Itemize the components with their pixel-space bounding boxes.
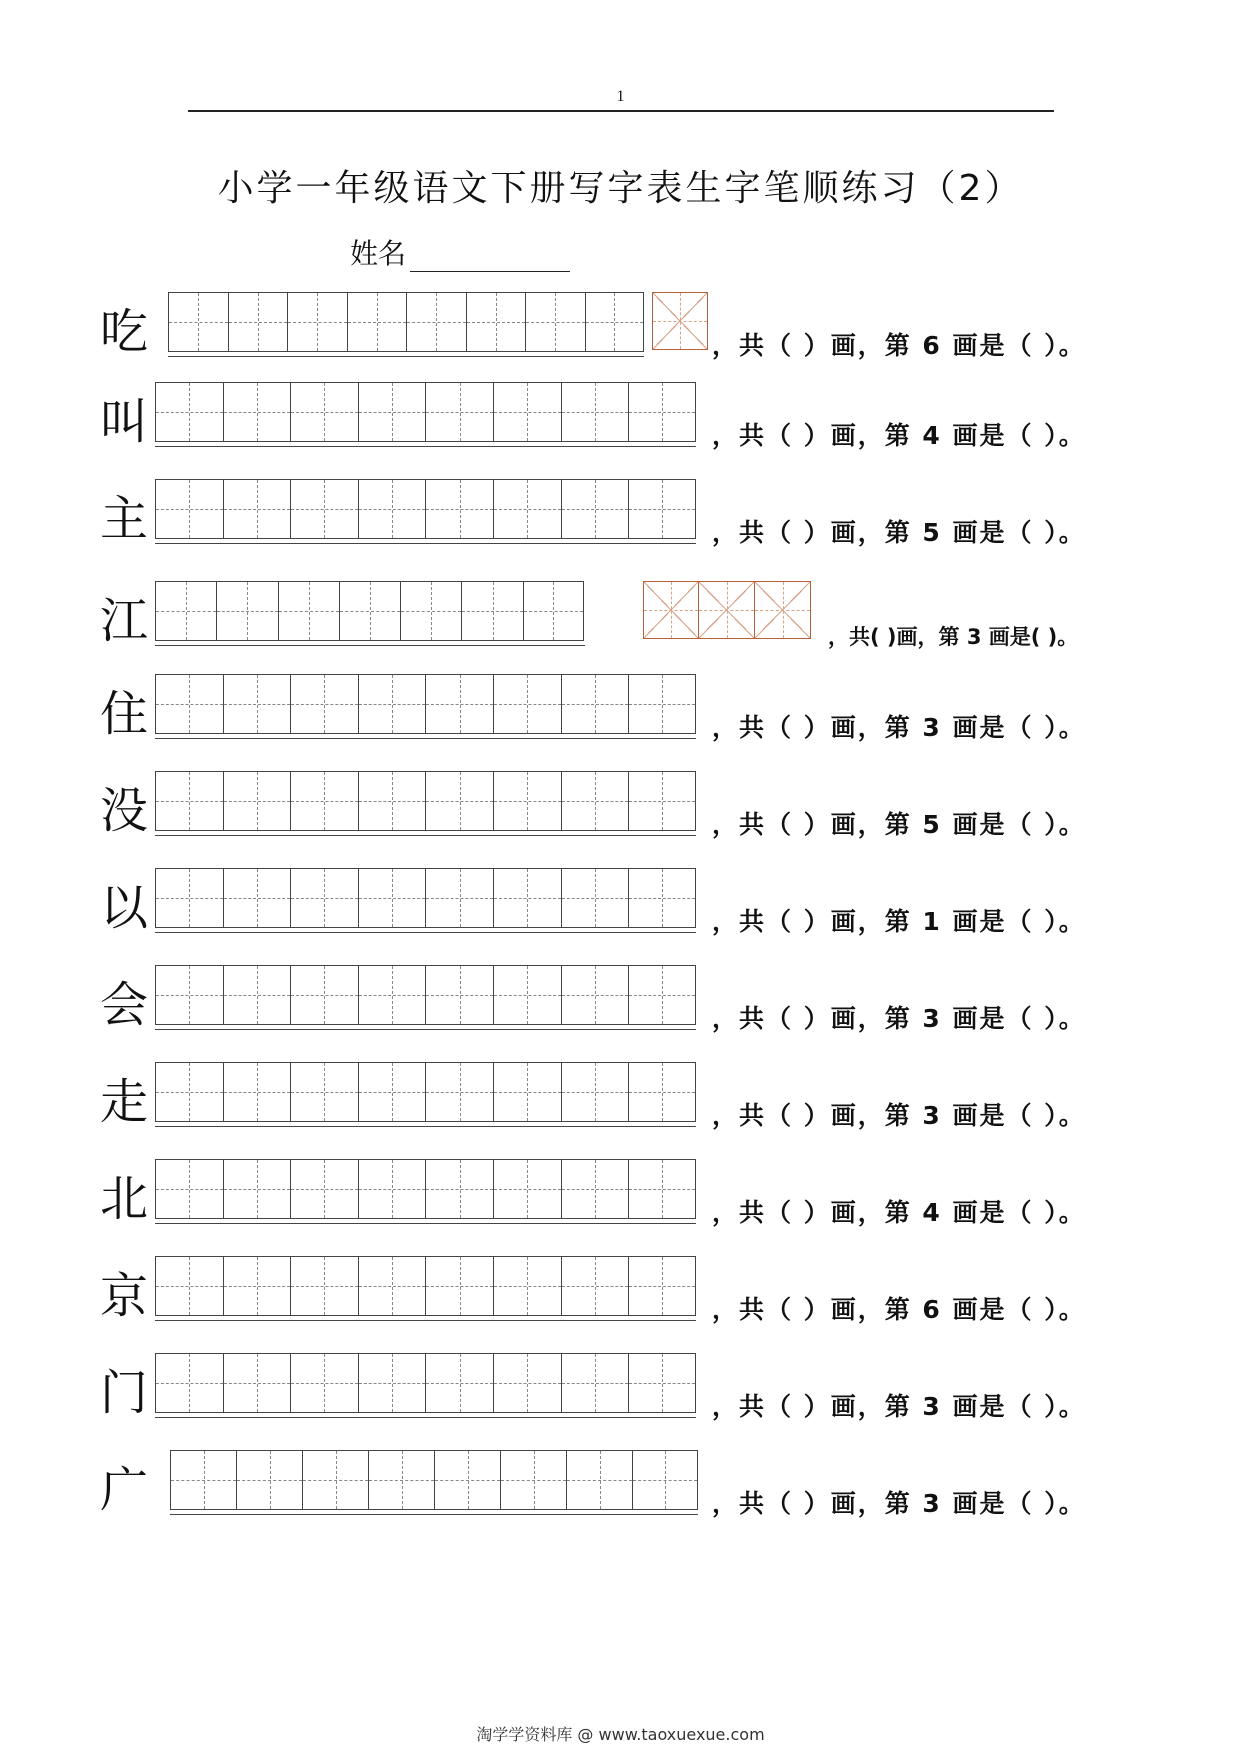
tianzi-cell[interactable]: [290, 480, 358, 538]
tianzi-cell[interactable]: [155, 772, 223, 830]
stroke-question: ，共（ ）画，第 1 画是（ ）。: [712, 907, 1086, 936]
mizi-cell[interactable]: [699, 581, 755, 639]
tianzi-cell[interactable]: [561, 1160, 629, 1218]
mizi-grid: [643, 581, 811, 639]
practice-row: [0, 1256, 1241, 1326]
tianzi-cell[interactable]: [155, 966, 223, 1024]
tianzi-cell[interactable]: [561, 480, 629, 538]
tianzi-cell[interactable]: [155, 1160, 223, 1218]
tianzi-cell[interactable]: [632, 1451, 698, 1509]
tianzi-cell[interactable]: [223, 1354, 291, 1412]
practice-character: 江: [100, 593, 149, 649]
practice-character: 广: [100, 1462, 149, 1518]
practice-row: [0, 771, 1241, 841]
tianzi-cell[interactable]: [628, 1160, 696, 1218]
tianzi-cell[interactable]: [425, 1063, 493, 1121]
page-title: 小学一年级语文下册写字表生字笔顺练习（2）: [217, 168, 1024, 209]
tianzi-grid: [155, 382, 696, 442]
tianzi-cell[interactable]: [425, 966, 493, 1024]
tianzi-cell[interactable]: [216, 582, 277, 640]
tianzi-cell[interactable]: [561, 1063, 629, 1121]
tianzi-cell[interactable]: [628, 1354, 696, 1412]
mizi-grid: [652, 292, 708, 350]
stroke-question: ，共（ ）画，第 3 画是（ ）。: [712, 713, 1086, 742]
practice-row: [0, 292, 1241, 362]
tianzi-cell[interactable]: [425, 480, 493, 538]
mizi-cell[interactable]: [643, 581, 699, 639]
tianzi-cell[interactable]: [493, 675, 561, 733]
grid-underline: [155, 738, 696, 739]
tianzi-cell[interactable]: [628, 966, 696, 1024]
practice-character: 住: [100, 686, 149, 742]
practice-character: 北: [100, 1171, 149, 1227]
tianzi-cell[interactable]: [290, 966, 358, 1024]
tianzi-cell[interactable]: [400, 582, 461, 640]
tianzi-cell[interactable]: [155, 869, 223, 927]
tianzi-cell[interactable]: [290, 383, 358, 441]
tianzi-cell[interactable]: [493, 869, 561, 927]
tianzi-cell[interactable]: [290, 1063, 358, 1121]
tianzi-cell[interactable]: [358, 869, 426, 927]
tianzi-cell[interactable]: [223, 1257, 291, 1315]
tianzi-cell[interactable]: [290, 772, 358, 830]
tianzi-cell[interactable]: [566, 1451, 632, 1509]
page-number: 1: [616, 88, 625, 105]
grid-underline: [155, 835, 696, 836]
header-rule: [188, 110, 1054, 112]
tianzi-cell[interactable]: [406, 293, 466, 351]
tianzi-cell[interactable]: [170, 1451, 236, 1509]
tianzi-cell[interactable]: [358, 1257, 426, 1315]
tianzi-cell[interactable]: [223, 675, 291, 733]
tianzi-cell[interactable]: [628, 480, 696, 538]
tianzi-cell[interactable]: [223, 480, 291, 538]
tianzi-grid: [155, 965, 696, 1025]
tianzi-cell[interactable]: [358, 1160, 426, 1218]
tianzi-cell[interactable]: [561, 1257, 629, 1315]
tianzi-cell[interactable]: [493, 772, 561, 830]
tianzi-cell[interactable]: [425, 1354, 493, 1412]
tianzi-grid: [155, 479, 696, 539]
tianzi-cell[interactable]: [434, 1451, 500, 1509]
tianzi-cell[interactable]: [155, 1063, 223, 1121]
tianzi-cell[interactable]: [628, 772, 696, 830]
tianzi-grid: [155, 674, 696, 734]
grid-underline: [155, 1126, 696, 1127]
grid-underline: [170, 1514, 698, 1515]
tianzi-cell[interactable]: [155, 675, 223, 733]
grid-underline: [168, 356, 644, 357]
stroke-question: ，共（ ）画，第 3 画是（ ）。: [712, 1004, 1086, 1033]
tianzi-cell[interactable]: [358, 966, 426, 1024]
tianzi-cell[interactable]: [223, 966, 291, 1024]
tianzi-cell[interactable]: [347, 293, 407, 351]
tianzi-cell[interactable]: [493, 966, 561, 1024]
grid-underline: [155, 1417, 696, 1418]
mizi-cell[interactable]: [652, 292, 708, 350]
tianzi-cell[interactable]: [525, 293, 585, 351]
practice-row: [0, 581, 1241, 651]
mizi-cell[interactable]: [755, 581, 811, 639]
practice-row: [0, 674, 1241, 744]
practice-character: 主: [100, 491, 149, 547]
grid-underline: [155, 645, 585, 646]
tianzi-cell[interactable]: [493, 480, 561, 538]
practice-character: 京: [100, 1268, 149, 1324]
tianzi-cell[interactable]: [168, 293, 228, 351]
tianzi-cell[interactable]: [358, 1063, 426, 1121]
tianzi-cell[interactable]: [466, 293, 526, 351]
practice-character: 以: [100, 880, 149, 936]
practice-character: 门: [100, 1365, 149, 1421]
tianzi-grid: [155, 1062, 696, 1122]
tianzi-cell[interactable]: [155, 582, 216, 640]
tianzi-cell[interactable]: [358, 383, 426, 441]
tianzi-cell[interactable]: [493, 1354, 561, 1412]
tianzi-cell[interactable]: [339, 582, 400, 640]
practice-character: 吃: [100, 304, 149, 360]
tianzi-cell[interactable]: [493, 1257, 561, 1315]
grid-underline: [155, 446, 696, 447]
tianzi-cell[interactable]: [358, 675, 426, 733]
tianzi-cell[interactable]: [358, 480, 426, 538]
stroke-question: ，共（ ）画，第 6 画是（ ）。: [712, 331, 1086, 360]
grid-underline: [155, 1223, 696, 1224]
tianzi-grid: [168, 292, 644, 352]
tianzi-cell[interactable]: [561, 1354, 629, 1412]
tianzi-cell[interactable]: [425, 1257, 493, 1315]
practice-character: 会: [100, 977, 149, 1033]
stroke-question: ，共（ ）画，第 5 画是（ ）。: [712, 518, 1086, 547]
practice-row: [0, 382, 1241, 452]
tianzi-cell[interactable]: [302, 1451, 368, 1509]
practice-row: [0, 1353, 1241, 1423]
tianzi-cell[interactable]: [223, 772, 291, 830]
name-label: 姓名: [350, 237, 407, 270]
tianzi-cell[interactable]: [425, 772, 493, 830]
tianzi-cell[interactable]: [425, 1160, 493, 1218]
stroke-question: ，共（ ）画，第 4 画是（ ）。: [712, 421, 1086, 450]
practice-row: [0, 965, 1241, 1035]
tianzi-cell[interactable]: [290, 869, 358, 927]
tianzi-cell[interactable]: [223, 1063, 291, 1121]
tianzi-cell[interactable]: [425, 675, 493, 733]
stroke-question: ，共（ ）画，第 3 画是（ ）。: [712, 1392, 1086, 1421]
tianzi-cell[interactable]: [290, 1354, 358, 1412]
grid-underline: [155, 1320, 696, 1321]
grid-underline: [155, 543, 696, 544]
grid-underline: [155, 932, 696, 933]
practice-row: [0, 1159, 1241, 1229]
stroke-question: ，共（ ）画，第 3 画是（ ）。: [712, 1101, 1086, 1130]
practice-row: [0, 868, 1241, 938]
tianzi-cell[interactable]: [223, 869, 291, 927]
tianzi-cell[interactable]: [561, 869, 629, 927]
tianzi-cell[interactable]: [155, 383, 223, 441]
tianzi-cell[interactable]: [628, 1063, 696, 1121]
tianzi-cell[interactable]: [368, 1451, 434, 1509]
tianzi-cell[interactable]: [493, 383, 561, 441]
stroke-question: ，共（ ）画，第 5 画是（ ）。: [712, 810, 1086, 839]
tianzi-cell[interactable]: [561, 675, 629, 733]
tianzi-cell[interactable]: [523, 582, 584, 640]
tianzi-cell[interactable]: [223, 383, 291, 441]
stroke-question: ，共（ ）画，第 3 画是（ ）。: [712, 1489, 1086, 1518]
tianzi-cell[interactable]: [493, 1160, 561, 1218]
tianzi-cell[interactable]: [561, 383, 629, 441]
tianzi-cell[interactable]: [628, 383, 696, 441]
tianzi-grid: [155, 581, 584, 641]
footer-watermark: 淘学学资料库 @ www.taoxuexue.com: [476, 1725, 765, 1744]
tianzi-cell[interactable]: [585, 293, 645, 351]
tianzi-cell[interactable]: [493, 1063, 561, 1121]
tianzi-cell[interactable]: [500, 1451, 566, 1509]
tianzi-cell[interactable]: [358, 772, 426, 830]
tianzi-cell[interactable]: [287, 293, 347, 351]
tianzi-cell[interactable]: [358, 1354, 426, 1412]
tianzi-cell[interactable]: [155, 1354, 223, 1412]
tianzi-cell[interactable]: [425, 383, 493, 441]
tianzi-cell[interactable]: [290, 1257, 358, 1315]
tianzi-cell[interactable]: [290, 1160, 358, 1218]
tianzi-cell[interactable]: [223, 1160, 291, 1218]
tianzi-cell[interactable]: [155, 480, 223, 538]
practice-character: 走: [100, 1074, 149, 1130]
tianzi-grid: [155, 1256, 696, 1316]
tianzi-grid: [155, 1159, 696, 1219]
tianzi-cell[interactable]: [628, 869, 696, 927]
practice-row: [0, 1062, 1241, 1132]
tianzi-cell[interactable]: [228, 293, 288, 351]
tianzi-grid: [155, 771, 696, 831]
tianzi-cell[interactable]: [561, 966, 629, 1024]
practice-row: [0, 1450, 1241, 1520]
stroke-question: ，共（ ）画，第 6 画是（ ）。: [712, 1295, 1086, 1324]
practice-character: 叫: [100, 394, 149, 450]
practice-row: [0, 479, 1241, 549]
tianzi-cell[interactable]: [628, 675, 696, 733]
name-field[interactable]: [410, 241, 570, 272]
tianzi-cell[interactable]: [236, 1451, 302, 1509]
grid-underline: [155, 1029, 696, 1030]
tianzi-cell[interactable]: [290, 675, 358, 733]
name-field-row: [350, 232, 570, 272]
tianzi-cell[interactable]: [425, 869, 493, 927]
stroke-question: ，共（ ）画，第 4 画是（ ）。: [712, 1198, 1086, 1227]
tianzi-cell[interactable]: [278, 582, 339, 640]
tianzi-cell[interactable]: [561, 772, 629, 830]
stroke-question: ，共( )画，第 3 画是( )。: [828, 625, 1079, 649]
tianzi-grid: [155, 868, 696, 928]
practice-character: 没: [100, 783, 149, 839]
tianzi-grid: [155, 1353, 696, 1413]
tianzi-grid: [170, 1450, 698, 1510]
tianzi-cell[interactable]: [155, 1257, 223, 1315]
tianzi-cell[interactable]: [461, 582, 522, 640]
tianzi-cell[interactable]: [628, 1257, 696, 1315]
